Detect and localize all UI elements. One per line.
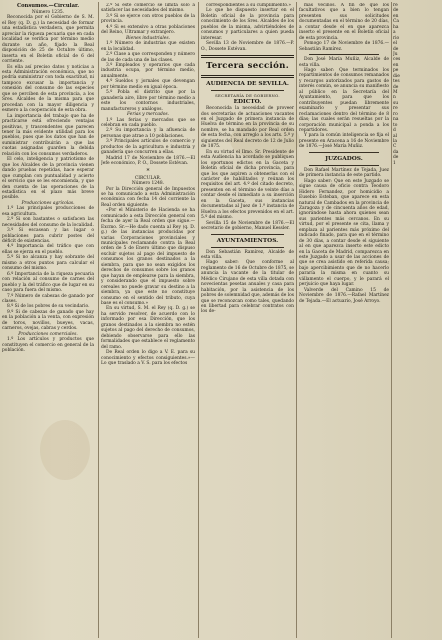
line-fragment: ces [393,57,401,63]
divider [211,247,284,248]
divider [211,234,284,235]
line-fragment: de [393,155,399,161]
subheading: Bienes industriales. [126,35,170,41]
line-fragment: da [393,149,399,155]
paragraph: 5.º Pobla el distrito que por la ganadería aire, libre por término medio a este los contornos industriales, manufactureros y análogos. [101,90,195,112]
line-fragment: pe [393,68,399,74]
paragraph: 1.º Número de industrias que existen en la localidad. [101,41,195,52]
line-fragment: a [393,30,396,36]
paragraph: más vecinos. A fin de que los facultativos que a bien lo tengan presenten sus solicitudes documentadas en el término de 20 días, a contar desde el en que aparezca inserto el presente en el Boletín oficial de esta provincia. [299,3,389,41]
circular-number: Número 1248. [131,181,165,187]
paragraph: En su virtud, S. M. el Rey (q. D. g.) se ha servido resolver, de acuerdo con lo informado por esa Dirección, que los granos destinados a la siembra no estén sujetos al pago del derecho de consumos, debiendo observarse para ello las formalidades que establece el reglamento del ramo. [101,306,195,350]
circular-heading: CIRCULAR. [134,175,162,181]
paragraph: Reconocida la necesidad de proveer dos secretarías de actuaciones vacantes en el Juzgado de primera instancia de Huelva de término en la provincia de su nombre, se ha mandado por Real orden de esta fecha, con arreglo a los arts. 5.º y siguientes del Real decreto de 12 de Julio de 1875. [201,106,294,150]
paragraph: Es ella así preciso datos y noticias a esta Administración económica, que no podría suministrar con toda exactitud, ni tampoco excusar la importancia y conexión del consumo de las especies que se perciben de esta provincia, a los Sres. Alcaldes de la misma para que procedan con la mayor diligencia y esmero a la cooperación de esta obra. [2,64,94,114]
divider [211,90,284,91]
line-fragment: Ju [393,51,398,57]
paragraph: 3.º Si se ejerce con otros pueblos de la provincia. [101,13,195,25]
signature: Pomogo 17 de Noviembre de 1876.—Sebastián Ramírez. [299,41,389,52]
column-5-partial [393,3,441,639]
divider [309,152,379,153]
paragraph: Hago saber: Que conforme al reglamento de 16 de Octubre de 1875, se anuncia la vacante de la titular de Médico Cirujano de esta villa dotada con novecientas pesetas anuales y casa para habitación, por la asistencia de los pobres de solemnidad que, además de los que se reconozcan como tales, quedando en libertad para celebrar contratos con los de- [201,260,294,315]
column-rule [198,2,199,638]
separator-asterisk: * [146,167,150,175]
edicto-heading: EDICTO. [233,99,262,106]
line-fragment: C [393,144,397,150]
paragraph: 7.º Número de cabezas de ganado por clases. [2,293,94,305]
line-fragment: na [393,117,399,123]
line-fragment: ha [393,24,399,30]
paragraph: Por la Dirección general de Impuestos se ha comunicado a esta Administración económica con fecha 14 del corriente la Real orden siguiente: [101,186,195,208]
section-title: Tercera sección. [206,61,289,72]
line-fragment: tes [393,79,400,85]
paragraph: 3.º Si escasean y las lugar o poblaciones para cubrir postes del déficit de existencias. [2,228,94,245]
paragraph: 4.º Si es extensivo a otras poblaciones del Reino, Ultramar y extranjero. [101,24,195,36]
paragraph: 9.º Si de cabezas de ganado que hay en la población a la venta, con expresión de toros, novillos, bueyes, vacas, carneros, ovejas, cabras y cerdos. [2,309,94,332]
paragraph: Reconocida por el Gobierno de S. M. el Rey (q. D. g.) la necesidad de formar una estadística verdadera, que permita apreciar la riqueza pecuaria que en cada localidad se verifica por término medio durante un año, fijado la Real disposición de 25 de Octubre último, inserta en el Boletín oficial de 6 del corriente. [2,15,94,65]
circular-number: Número 1235. [31,10,65,15]
paragraph: Don Rafael Martínez de Tejada, Juez de primera instancia de este partido. [299,167,389,179]
paragraph: 5.º Si no alcanza y hay sobrante del mismo a otros puntos para calcular el consumo del mismo. [2,255,94,272]
column-4 [299,3,389,639]
paragraph: 6.º Importancia de la riqueza pecuaria con relación al consumo de carnes del pueblo y la del tráfico que de lugar en su caso para fuera del mismo. [2,271,94,294]
line-fragment: rio [393,35,400,41]
paragraph: Hago saber: Que en este Juzgado se sigue causa de oficio contra Teodoro Hidero Fernandez, por homicidio a Eusebio Esteban, que aparece en esta natural de Cambados en la provincia de Zaragoza y de cincuenta años de edad, ignorándose hasta ahora quienes sean sus parientes más cercanos. En su virtud, por el presente se cita, llama y emplaza al parientes más próximo del indicado finado, para que en el término de 30 días, a contar desde el siguiente al en que aparezca inserto este edicto en la Gaceta de Madrid, comparezca en este Juzgado a usar de las acciones de que se crea asistido en referida causa; bajo apercibimiento que de no hacerlo pararía la misma en cuanto su vállamento el cuerpo, y le parará el perjuicio que haya lugar. [299,178,389,288]
subheading: Producciones comerciales. [18,331,78,337]
divider [309,165,379,166]
line-fragment: de [393,84,399,90]
line-fragment: al [393,133,398,139]
paragraph: 2.º Clase a que corresponden y número de las de cada una de las clases. [101,52,195,63]
paragraph: Don José María Muñiz, Alcalde de esta villa. [299,57,389,68]
paragraph: El celo, inteligencia y patriotismo de que los Alcaldes de la provincia vienen dando pruebas repetidas, hace esperar que cumplan con puntualidad y acierto el servicio que se les encomienda, y que den cuenta de las operaciones de la estadística en el plazo más breve posible. [2,157,94,201]
paragraph: 8.º Si de los pobres de su vecindario. [7,304,90,310]
signature: Valverde del Camino 15 de Noviembre de 1876.—Rafael Martínez de Tejada.—El actuario, José Arroyo. [299,287,389,304]
paragraph: 1.º Los artículos y productos que constituyen el comercio en general de la población. [2,337,94,354]
column-3 [201,3,294,639]
line-fragment: la [393,138,398,144]
paragraph: Don Sebastián Ramírez, Alcalde de esta villa. [201,249,294,260]
signature: Madrid 17 de Noviembre de 1876.—El Jefe económico, P. O., Dossete Estévan. [101,155,195,167]
section-heading: Consumos.—Circular. [16,3,80,9]
paragraph: Hago saber: Que terminados los repartimientos de consumos remanados y recargos autorizados para gastos de interés común, se anuncia su manifiesto al público en la Secretaría del Ayuntamiento, para que los contribuyentes puedan libremente examinarlo y presentar sus reclamaciones dentro del término de 8 días; las cuales serán resueltas por la corporación municipal a ponda a los repartidores. [299,67,389,133]
line-fragment: de [393,8,399,14]
paragraph: 4.º Sueldos y jornales que devengan por término medio en igual época. [101,79,195,90]
paragraph: 2.º Su importancia y la afluencia de personas que atrae a 10 poblaciones. [101,128,195,139]
section-divider [201,55,294,58]
line-fragment: M [393,90,398,95]
paragraph: Lo que he dispuesto insertar en el Boletín oficial de la provincia para conocimiento de los Sres. Alcaldes de los pueblos de la misma, advirtiéndoles de consumos y particulares a quien pueda interesar. [201,8,294,41]
line-fragment: de [393,46,399,52]
line-fragment: to [393,122,398,128]
paragraph: 1.º Las ferias y mercados que se celebran en cada pueblo. [101,117,195,128]
paragraph: 1.º Las principales producciones de esa agricultura. [2,206,94,217]
audiencia-heading: AUDIENCIA DE SEVILLA. [206,81,289,88]
paragraph: 4.º Importancia del tráfico que con ellas se ejerza en el pueblo. [2,244,94,255]
signature: Sevilla 13 de Noviembre de 1876.—P. O., Dossete Estévan. [201,41,294,52]
subheading: Producciones agrícolas. [21,200,75,206]
paragraph: La importancia del trabajo que ha de practicarse está ofreciendo ventajas positivas, y trascendentes que parecen tener la más evidente utilidad para los pueblos, pues que los datos que han de suministrar contribuirán a que las cuotas asignadas guarden la debida relación con los consumos verdaderos. [2,113,94,157]
column-1 [2,3,94,639]
signature: Sevilla 15 de Noviembre de 1876.—El secretario de gobierno, Manuel Kessler. [201,220,294,232]
column-rule [391,2,392,638]
paragraph: 3.º Empleados y operarios que cada industria ocupa, por término medio, anualmente. [101,62,195,79]
paragraph: De Real orden lo digo a V. E. para su conocimiento y efectos consiguientes.»—Lo que traslado a V. S. para los efectos [101,350,195,366]
line-fragment: 1 [393,160,396,166]
paragraph: En su virtud el Ilmo. Sr. Presidente de esta Audiencia ha acordado se publiquen los oportunos edictos en la Gaceta y Boletín oficial de dicha provincia, para que los que aspiren a obtenerlas con el carácter de habilitados y reúnan los requisitos del art. 4.º del citado decreto, presenten en el término de veinte días a contar desde el inmediato a su inserción en la Gaceta, sus instancias documentadas al Juez de 1.ª instancia de Huelva a los efectos prevenidos en el art. 5.º del mismo. [201,149,294,221]
paragraph: 2.º Si son bastantes o satisfacen las necesidades del consumo de la localidad. [2,217,94,228]
juzgados-heading: JUZGADOS. [325,155,363,162]
divider [309,54,379,55]
ayuntamientos-heading: AYUNTAMIENTOS. [216,237,279,244]
column-2 [101,3,195,639]
line-fragment: die [393,73,400,79]
paragraph: 2.º Si este comercio se limita solo a satisfacer las necesidades del mismo. [101,3,195,14]
column-rule [98,2,99,638]
section-divider [201,75,294,78]
line-fragment [393,172,441,177]
line-fragment: ro [393,111,398,117]
line-fragment: Ca [393,19,399,25]
line-fragment: n [393,95,396,101]
paragraph: 3.º Principales artículos de comercio y productos de la agricultura e industria y ganadería que concurren a ellas. [101,139,195,156]
paragraph: «Por el Ministerio de Hacienda se ha comunicado a esta Dirección general con fecha de ayer la Real orden que sigue.—Excmo. Sr.—He dado cuenta al Rey (q. D. g.) de las instancias producidas por varias Corporaciones provinciales y municipales reclamando contra la Real orden de 5 de Enero último que dispuso excluir sujetos al pago del impuesto de consumos los granos destinados a la siembra, para que no sean exigidos los derechos de consumos sobre los granos que hayan de emplearse para la siembra, y considerando que el impuesto sobre cereales no puede gravar su destino a la siembra, ya que este no constituye consumo en el sentido del tributo, cuya base es el consumo.» [101,208,195,307]
paragraph: correspondientes a su cumplimiento.» [206,3,292,8]
line-fragment: el [393,41,398,47]
line-fragment: en [393,62,399,68]
secretaria-heading: SECRETARÍA DE GOBIERNO. [215,93,280,99]
line-fragment: d [393,128,396,134]
line-fragment: su [393,100,399,106]
column-rule [296,2,297,638]
subheading: Ferias y mercados. [126,112,170,118]
line-fragment: re [393,106,398,112]
line-fragment: re [393,3,398,8]
line-fragment: en [393,13,399,19]
signature: Y para la común inteligencia se fija el presente en Aracena a 16 de Noviembre de 1876.—José María Muñiz. [299,133,389,150]
